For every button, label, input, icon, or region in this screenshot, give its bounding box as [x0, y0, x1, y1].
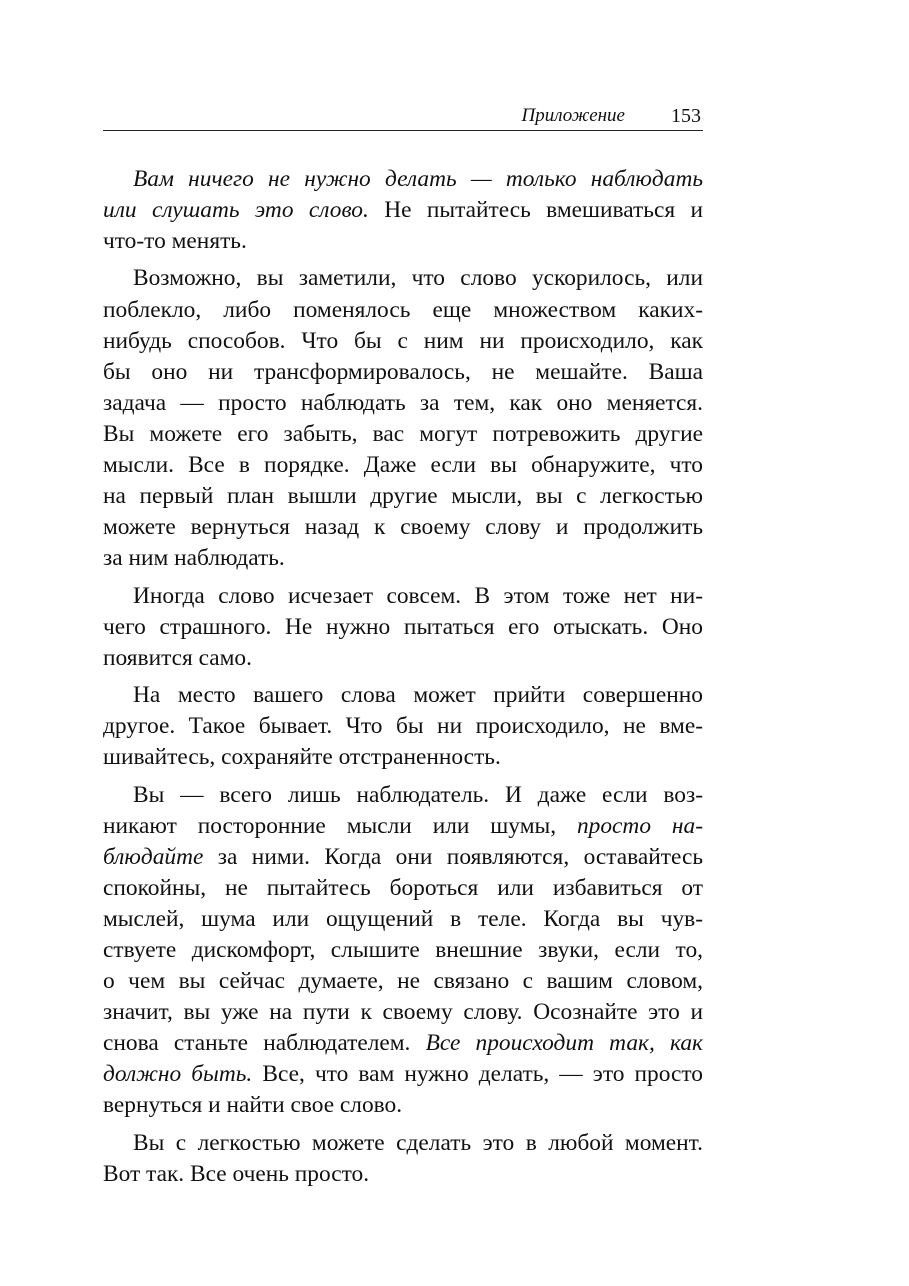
text-line — [103, 543, 703, 574]
text-line — [103, 388, 703, 419]
text-line — [103, 581, 703, 612]
text-run: нибудь способов. Что бы с ним ни происходило, как — [103, 327, 703, 354]
text-line — [103, 997, 703, 1028]
text-run: за ним наблюдать. — [103, 545, 285, 572]
text-run: вернуться и найти свое слово. — [103, 1092, 403, 1119]
paragraph — [103, 680, 703, 773]
text-line — [103, 842, 703, 873]
body-text — [103, 164, 703, 1190]
text-line — [103, 164, 703, 195]
text-run: Вы — всего лишь наблюдатель. И даже если воз- — [133, 781, 703, 808]
text-run: чего страшного. Не нужно пытаться его отыскать. Оно — [103, 613, 703, 640]
text-run: На место вашего слова может прийти совершенно — [133, 682, 703, 709]
italic-text: Вам ничего не нужно делать — только наблюдать — [133, 166, 703, 192]
text-run: поблекло, либо поменялось еще множеством каких- — [103, 296, 703, 323]
text-line — [103, 643, 703, 674]
text-run: Иногда слово исчезает совсем. В этом тоже нет ни- — [133, 582, 703, 609]
running-header-section-title: Приложение — [521, 105, 625, 126]
text-line — [103, 811, 703, 842]
paragraph — [103, 780, 703, 1122]
text-line — [103, 1128, 703, 1159]
text-run: Вот так. Все очень просто. — [103, 1160, 370, 1187]
text-line — [103, 195, 703, 226]
text-line — [103, 1159, 703, 1190]
text-run: Возможно, вы заметили, что слово ускорилось, или — [133, 265, 703, 292]
text-line — [103, 680, 703, 711]
text-line — [103, 711, 703, 742]
text-run: Вы можете его забыть, вас могут потревожить другие — [103, 420, 703, 447]
text-run: значит, вы уже на пути к своему слову. Осознайте это и — [103, 999, 703, 1026]
text-line — [103, 1059, 703, 1090]
text-run: никают посторонние мысли или шумы, — [103, 812, 577, 839]
text-run: спокойны, не пытайтесь бороться или избавиться от — [103, 874, 703, 901]
page-number: 153 — [671, 105, 701, 127]
text-run: Не пытайтесь вмешиваться и — [368, 197, 703, 224]
italic-text: или слушать это слово. — [103, 197, 369, 224]
text-run: мыслей, шума или ощущений в теле. Когда вы чув- — [103, 905, 703, 932]
text-line — [103, 966, 703, 997]
text-run: шивайтесь, сохраняйте отстраненность. — [103, 744, 501, 771]
text-line — [103, 357, 703, 388]
text-line — [103, 1028, 703, 1059]
text-run: задача — просто наблюдать за тем, как оно меняется. — [103, 389, 703, 416]
paragraph — [103, 1128, 703, 1190]
text-run: появится само. — [103, 644, 252, 671]
text-line — [103, 873, 703, 904]
text-line — [103, 450, 703, 481]
text-run: ствуете дискомфорт, слышите внешние звуки, если то, — [103, 937, 703, 963]
text-line — [103, 263, 703, 294]
text-line — [103, 904, 703, 935]
text-run: Вы с легкостью можете сделать это в любой момент. — [133, 1129, 703, 1156]
paragraph — [103, 581, 703, 674]
italic-text: Все происходит так, как — [425, 1030, 703, 1057]
text-run: о чем вы сейчас думаете, не связано с вашим словом, — [103, 968, 703, 995]
text-run: что-то менять. — [103, 228, 247, 255]
text-run: за ними. Когда они появляются, оставайтесь — [203, 843, 703, 870]
text-line — [103, 419, 703, 450]
text-run: мысли. Все в порядке. Даже если вы обнаружите, что — [103, 452, 703, 479]
text-line — [103, 742, 703, 773]
text-line — [103, 226, 703, 257]
text-line — [103, 295, 703, 326]
text-line — [103, 481, 703, 512]
text-run: снова станьте наблюдателем. — [103, 1030, 426, 1057]
text-line — [103, 612, 703, 643]
text-line — [103, 935, 703, 966]
running-header — [103, 104, 703, 131]
text-run: Все, что вам нужно делать, — это просто — [252, 1061, 703, 1088]
text-line — [103, 780, 703, 811]
italic-text: должно быть. — [103, 1061, 253, 1088]
text-line — [103, 512, 703, 543]
italic-text: блюдайте — [103, 843, 204, 870]
text-run: на первый план вышли другие мысли, вы с легкостью — [103, 483, 703, 510]
text-line — [103, 1090, 703, 1121]
italic-text: просто на- — [576, 812, 703, 839]
text-run: другое. Такое бывает. Что бы ни происходило, не вме- — [103, 713, 703, 740]
paragraph — [103, 263, 703, 574]
paragraph — [103, 164, 703, 257]
text-run: можете вернуться назад к своему слову и продолжить — [103, 514, 703, 541]
text-run: бы оно ни трансформировалось, не мешайте. Ваша — [103, 358, 703, 385]
text-line — [103, 326, 703, 357]
